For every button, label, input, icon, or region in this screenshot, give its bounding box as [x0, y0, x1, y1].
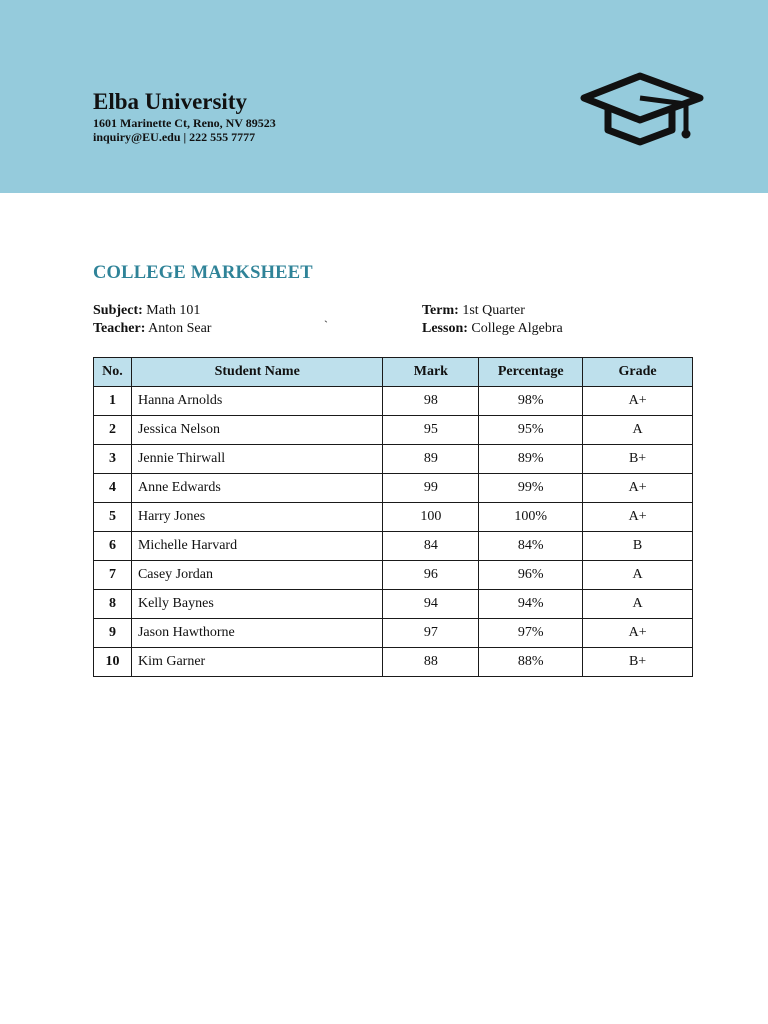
student-grade: A+ — [583, 619, 693, 648]
student-mark: 95 — [383, 416, 479, 445]
student-mark: 97 — [383, 619, 479, 648]
student-mark: 94 — [383, 590, 479, 619]
table-row — [94, 648, 693, 677]
student-percentage: 95% — [479, 416, 583, 445]
column-header-percentage: Percentage — [479, 358, 583, 387]
student-mark: 89 — [383, 445, 479, 474]
subject-label: Subject: — [93, 303, 143, 318]
row-number: 10 — [94, 648, 132, 677]
student-mark: 96 — [383, 561, 479, 590]
term-label: Term: — [422, 303, 459, 318]
student-grade: A+ — [583, 503, 693, 532]
column-header-grade: Grade — [583, 358, 693, 387]
student-mark: 88 — [383, 648, 479, 677]
row-number: 2 — [94, 416, 132, 445]
table-row — [94, 445, 693, 474]
table-header-row — [94, 358, 693, 387]
student-mark: 99 — [383, 474, 479, 503]
student-name: Kelly Baynes — [131, 590, 383, 619]
term-line — [422, 302, 525, 320]
student-mark: 100 — [383, 503, 479, 532]
table-row — [94, 474, 693, 503]
student-grade: A+ — [583, 387, 693, 416]
table-row — [94, 532, 693, 561]
lesson-line — [422, 320, 563, 338]
row-number: 1 — [94, 387, 132, 416]
university-contact: inquiry@EU.edu | 222 555 7777 — [93, 130, 256, 144]
header-band — [0, 0, 768, 193]
subject-value: Math 101 — [146, 303, 201, 318]
row-number: 8 — [94, 590, 132, 619]
teacher-line — [93, 320, 211, 338]
student-percentage: 88% — [479, 648, 583, 677]
student-grade: A — [583, 416, 693, 445]
marks-table — [93, 357, 693, 677]
student-percentage: 98% — [479, 387, 583, 416]
subject-line — [93, 302, 200, 320]
student-grade: A — [583, 590, 693, 619]
student-grade: B+ — [583, 648, 693, 677]
student-mark: 98 — [383, 387, 479, 416]
student-name: Casey Jordan — [131, 561, 383, 590]
student-mark: 84 — [383, 532, 479, 561]
row-number: 4 — [94, 474, 132, 503]
marksheet-title: COLLEGE MARKSHEET — [93, 263, 313, 283]
student-name: Hanna Arnolds — [131, 387, 383, 416]
row-number: 5 — [94, 503, 132, 532]
lesson-label: Lesson: — [422, 321, 468, 336]
student-name: Jason Hawthorne — [131, 619, 383, 648]
table-row — [94, 619, 693, 648]
student-percentage: 84% — [479, 532, 583, 561]
table-row — [94, 387, 693, 416]
student-percentage: 96% — [479, 561, 583, 590]
row-number: 9 — [94, 619, 132, 648]
student-name: Harry Jones — [131, 503, 383, 532]
student-name: Jennie Thirwall — [131, 445, 383, 474]
student-grade: B+ — [583, 445, 693, 474]
university-name: Elba University — [93, 89, 247, 114]
student-percentage: 89% — [479, 445, 583, 474]
student-percentage: 97% — [479, 619, 583, 648]
table-row — [94, 416, 693, 445]
column-header-mark: Mark — [383, 358, 479, 387]
term-value: 1st Quarter — [462, 303, 525, 318]
teacher-value: Anton Sear — [148, 321, 212, 336]
student-percentage: 100% — [479, 503, 583, 532]
lesson-value: College Algebra — [471, 321, 563, 336]
student-grade: A — [583, 561, 693, 590]
row-number: 3 — [94, 445, 132, 474]
student-grade: A+ — [583, 474, 693, 503]
table-row — [94, 590, 693, 619]
university-address: 1601 Marinette Ct, Reno, NV 89523 — [93, 116, 276, 130]
table-row — [94, 503, 693, 532]
row-number: 7 — [94, 561, 132, 590]
table-row — [94, 561, 693, 590]
student-grade: B — [583, 532, 693, 561]
row-number: 6 — [94, 532, 132, 561]
stray-backtick: ` — [324, 318, 328, 332]
student-name: Anne Edwards — [131, 474, 383, 503]
student-percentage: 99% — [479, 474, 583, 503]
teacher-label: Teacher: — [93, 321, 146, 336]
student-name: Jessica Nelson — [131, 416, 383, 445]
student-name: Michelle Harvard — [131, 532, 383, 561]
column-header-student-name: Student Name — [131, 358, 383, 387]
student-name: Kim Garner — [131, 648, 383, 677]
student-percentage: 94% — [479, 590, 583, 619]
column-header-no: No. — [94, 358, 132, 387]
graduation-cap-icon — [578, 70, 706, 146]
